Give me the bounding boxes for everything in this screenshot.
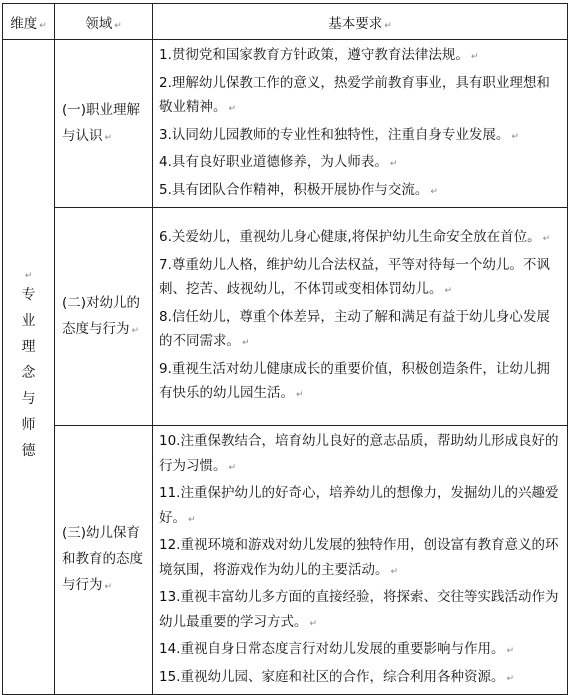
list-item: 4.具有良好职业道德修养，为人师表。 ↵ bbox=[159, 154, 398, 170]
domain-cell-2: (二)对幼儿的态度与行为 ↵ bbox=[55, 208, 153, 426]
table-row bbox=[3, 40, 568, 208]
list-item: 12.重视环境和游戏对幼儿发展的独特作用，创设富有教育意义的环境氛围，将游戏作为幼儿的主要活动。 ↵ bbox=[159, 537, 559, 578]
requirements-cell-1 bbox=[153, 40, 568, 208]
list-item: 15.重视幼儿园、家庭和社区的合作，综合利用各种资源。 ↵ bbox=[159, 668, 515, 685]
table-row bbox=[3, 208, 568, 426]
list-item: 6.关爱幼儿，重视幼儿身心健康,将保护幼儿生命安全放在首位。 ↵ bbox=[159, 229, 551, 246]
domain-label: (三)幼儿保育和教育的态度与行为 bbox=[62, 525, 143, 593]
list-item: 9.重视生活对幼儿健康成长的重要价值，积极创造条件，让幼儿拥有快乐的幼儿园生活。 ↵ bbox=[159, 360, 550, 402]
dimension-cell: ↵ 专业理念与师德 bbox=[3, 40, 55, 695]
standards-table bbox=[2, 3, 568, 695]
list-item: 10.注重保教结合，培育幼儿良好的意志品质，帮助幼儿形成良好的行为习惯。 ↵ bbox=[159, 433, 559, 474]
dimension-label: 专业理念与师德 bbox=[21, 287, 36, 459]
list-item: 11.注重保护幼儿的好奇心，培养幼儿的想像力，发掘幼儿的兴趣爱好。 ↵ bbox=[159, 485, 559, 526]
table-row bbox=[3, 426, 568, 695]
list-item: 8.信任幼儿，尊重个体差异，主动了解和满足有益于幼儿身心发展的不同需求。 ↵ bbox=[159, 308, 550, 350]
domain-cell-1: (一)职业理解与认识 ↵ bbox=[55, 40, 153, 208]
header-requirements: 基本要求 ↵ bbox=[153, 4, 568, 40]
list-item: 3.认同幼儿园教师的专业性和独特性，注重自身专业发展。 ↵ bbox=[159, 126, 519, 143]
header-row bbox=[3, 4, 568, 40]
list-item: 5.具有团队合作精神，积极开展协作与交流。 ↵ bbox=[159, 181, 438, 198]
header-dimension: 维度 ↵ bbox=[3, 4, 55, 40]
requirements-cell-2 bbox=[153, 208, 568, 426]
domain-label: (一)职业理解与认识 bbox=[62, 101, 141, 144]
list-item: 13.重视丰富幼儿多方面的直接经验，将探索、交往等实践活动作为幼儿最重要的学习方式。 ↵ bbox=[159, 589, 559, 630]
domain-cell-3: (三)幼儿保育和教育的态度与行为 ↵ bbox=[55, 426, 153, 695]
list-item: 2.理解幼儿保教工作的意义，热爱学前教育事业，具有职业理想和敬业精神。 ↵ bbox=[159, 74, 550, 115]
requirements-cell-3 bbox=[153, 426, 568, 695]
list-item: 7.尊重幼儿人格，维护幼儿合法权益，平等对待每一个幼儿。不讽刺、挖苦、歧视幼儿，不体罚或变相体罚幼儿。 ↵ bbox=[159, 256, 550, 298]
domain-label: (二)对幼儿的态度与行为 bbox=[62, 294, 141, 337]
list-item: 1.贯彻党和国家教育方针政策，遵守教育法律法规。 ↵ bbox=[159, 47, 479, 63]
list-item: 14.重视自身日常态度言行对幼儿发展的重要影响与作用。 ↵ bbox=[159, 641, 515, 657]
header-domain: 领域 ↵ bbox=[55, 4, 153, 40]
